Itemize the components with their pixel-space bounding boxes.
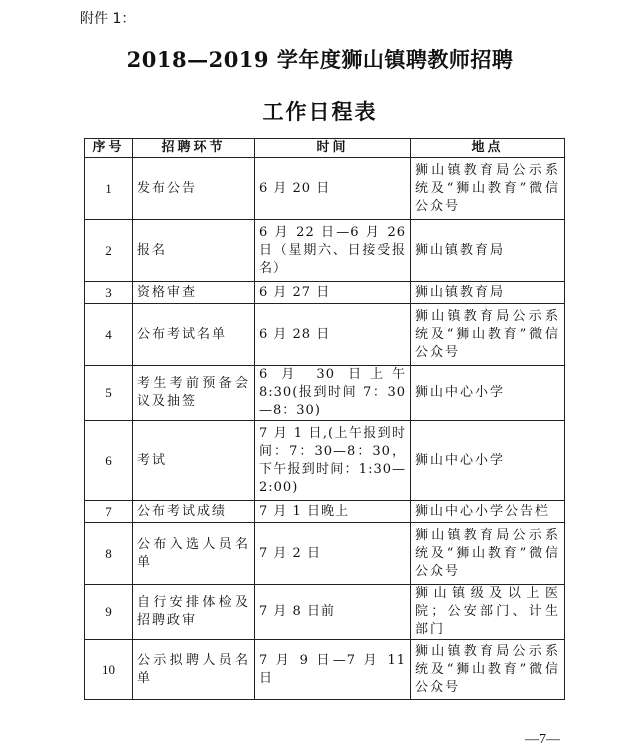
document-title: 2018—2019 学年度狮山镇聘教师招聘 [126, 47, 514, 72]
table-row [85, 640, 565, 700]
row-no: 8 [85, 523, 133, 585]
table-row [85, 421, 565, 501]
row-time: 7 月 2 日 [255, 523, 411, 585]
row-step: 公布考试名单 [133, 304, 255, 366]
row-time: 7 月 8 日前 [255, 585, 411, 640]
document-subtitle: 工作日程表 [262, 99, 378, 124]
table-row [85, 523, 565, 585]
table-row [85, 501, 565, 523]
row-step: 考试 [133, 421, 255, 501]
row-time: 6 月 20 日 [255, 158, 411, 220]
attachment-label: 附件 1： [80, 11, 136, 27]
row-step: 资格审查 [133, 282, 255, 304]
row-location: 狮山中心小学 [411, 366, 565, 421]
header-time: 时间 [255, 139, 411, 158]
row-location: 狮山镇教育局公示系统及“狮山教育”微信公众号 [411, 158, 565, 220]
row-location: 狮山中心小学 [411, 421, 565, 501]
row-no: 6 [85, 421, 133, 501]
row-time: 6 月 30 日上午 8:30(报到时间 7：30—8：30) [255, 366, 411, 421]
header-location: 地点 [411, 139, 565, 158]
row-time: 6 月 28 日 [255, 304, 411, 366]
row-step: 发布公告 [133, 158, 255, 220]
row-no: 7 [85, 501, 133, 523]
row-location: 狮山镇教育局 [411, 220, 565, 282]
table-header-row [85, 139, 565, 158]
row-step: 公布考试成绩 [133, 501, 255, 523]
row-step: 自行安排体检及招聘政审 [133, 585, 255, 640]
header-no: 序号 [85, 139, 133, 158]
row-location: 狮山镇教育局公示系统及“狮山教育”微信公众号 [411, 304, 565, 366]
table-row [85, 304, 565, 366]
row-location: 狮山镇级及以上医院；公安部门、计生部门 [411, 585, 565, 640]
row-no: 2 [85, 220, 133, 282]
row-no: 3 [85, 282, 133, 304]
row-location: 狮山镇教育局公示系统及“狮山教育”微信公众号 [411, 523, 565, 585]
row-step: 公示拟聘人员名单 [133, 640, 255, 700]
row-no: 5 [85, 366, 133, 421]
page-number: —7— [525, 732, 560, 747]
schedule-table [84, 138, 565, 700]
row-no: 10 [85, 640, 133, 700]
row-location: 狮山镇教育局 [411, 282, 565, 304]
table-row [85, 366, 565, 421]
header-step: 招聘环节 [133, 139, 255, 158]
table-row [85, 282, 565, 304]
row-step: 公布入选人员名单 [133, 523, 255, 585]
row-location: 狮山镇教育局公示系统及“狮山教育”微信公众号 [411, 640, 565, 700]
row-step: 报名 [133, 220, 255, 282]
row-time: 6 月 27 日 [255, 282, 411, 304]
row-time: 6 月 22 日—6 月 26 日（星期六、日接受报名） [255, 220, 411, 282]
row-no: 1 [85, 158, 133, 220]
row-time: 7 月 1 日,(上午报到时间：7：30—8：30，下午报到时间：1:30—2:00) [255, 421, 411, 501]
row-location: 狮山中心小学公告栏 [411, 501, 565, 523]
row-time: 7 月 1 日晚上 [255, 501, 411, 523]
row-no: 9 [85, 585, 133, 640]
table-row [85, 585, 565, 640]
table-row [85, 158, 565, 220]
row-time: 7 月 9 日—7 月 11 日 [255, 640, 411, 700]
row-step: 考生考前预备会议及抽签 [133, 366, 255, 421]
table-row [85, 220, 565, 282]
row-no: 4 [85, 304, 133, 366]
